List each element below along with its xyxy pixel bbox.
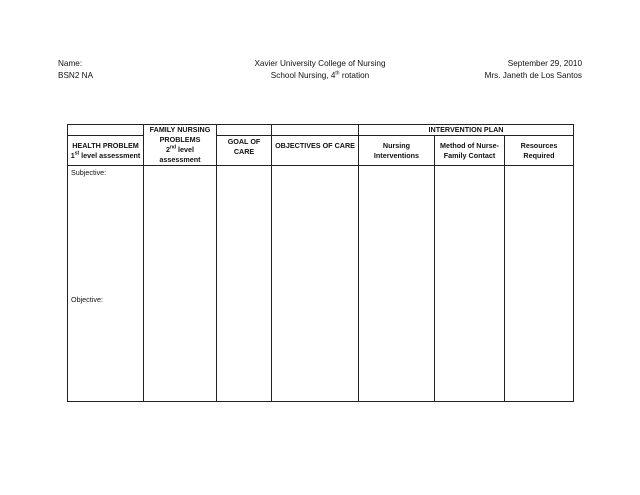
goal-of-care-header: GOAL OF CARE [217, 136, 272, 166]
health-problem-header: HEALTH PROBLEM 1st level assessment [68, 136, 144, 166]
intervention-plan-header: INTERVENTION PLAN [359, 125, 574, 136]
nursing-care-plan-table [67, 124, 574, 402]
nursing-interventions-cell[interactable] [359, 166, 435, 402]
objectives-cell[interactable] [272, 166, 359, 402]
objectives-of-care-header: OBJECTIVES OF CARE [272, 136, 359, 166]
method-of-contact-header: Method of Nurse- Family Contact [435, 136, 505, 166]
method-of-contact-cell[interactable] [435, 166, 505, 402]
date-label: September 29, 2010 [507, 59, 582, 68]
objectives-header-top [272, 125, 359, 136]
instructor-label: Mrs. Janeth de Los Santos [484, 71, 582, 80]
health-problem-header-top [68, 125, 144, 136]
name-label: Name: [58, 59, 83, 68]
objective-label: Objective: [71, 295, 103, 304]
goal-cell[interactable] [217, 166, 272, 402]
resources-cell[interactable] [505, 166, 574, 402]
family-nursing-problems-header: FAMILY NURSING PROBLEMS 2nd level assessment [144, 125, 217, 166]
institution-title: Xavier University College of Nursing [254, 59, 386, 68]
nursing-interventions-header: Nursing Interventions [359, 136, 435, 166]
section-label: BSN2 NA [58, 71, 94, 80]
resources-required-header: Resources Required [505, 136, 574, 166]
health-problem-cell[interactable] [68, 166, 144, 402]
subjective-label: Subjective: [71, 168, 107, 177]
goal-header-top [217, 125, 272, 136]
course-title: School Nursing, 4th rotation [270, 70, 370, 80]
family-problems-cell[interactable] [144, 166, 217, 402]
header-right [485, 58, 582, 82]
